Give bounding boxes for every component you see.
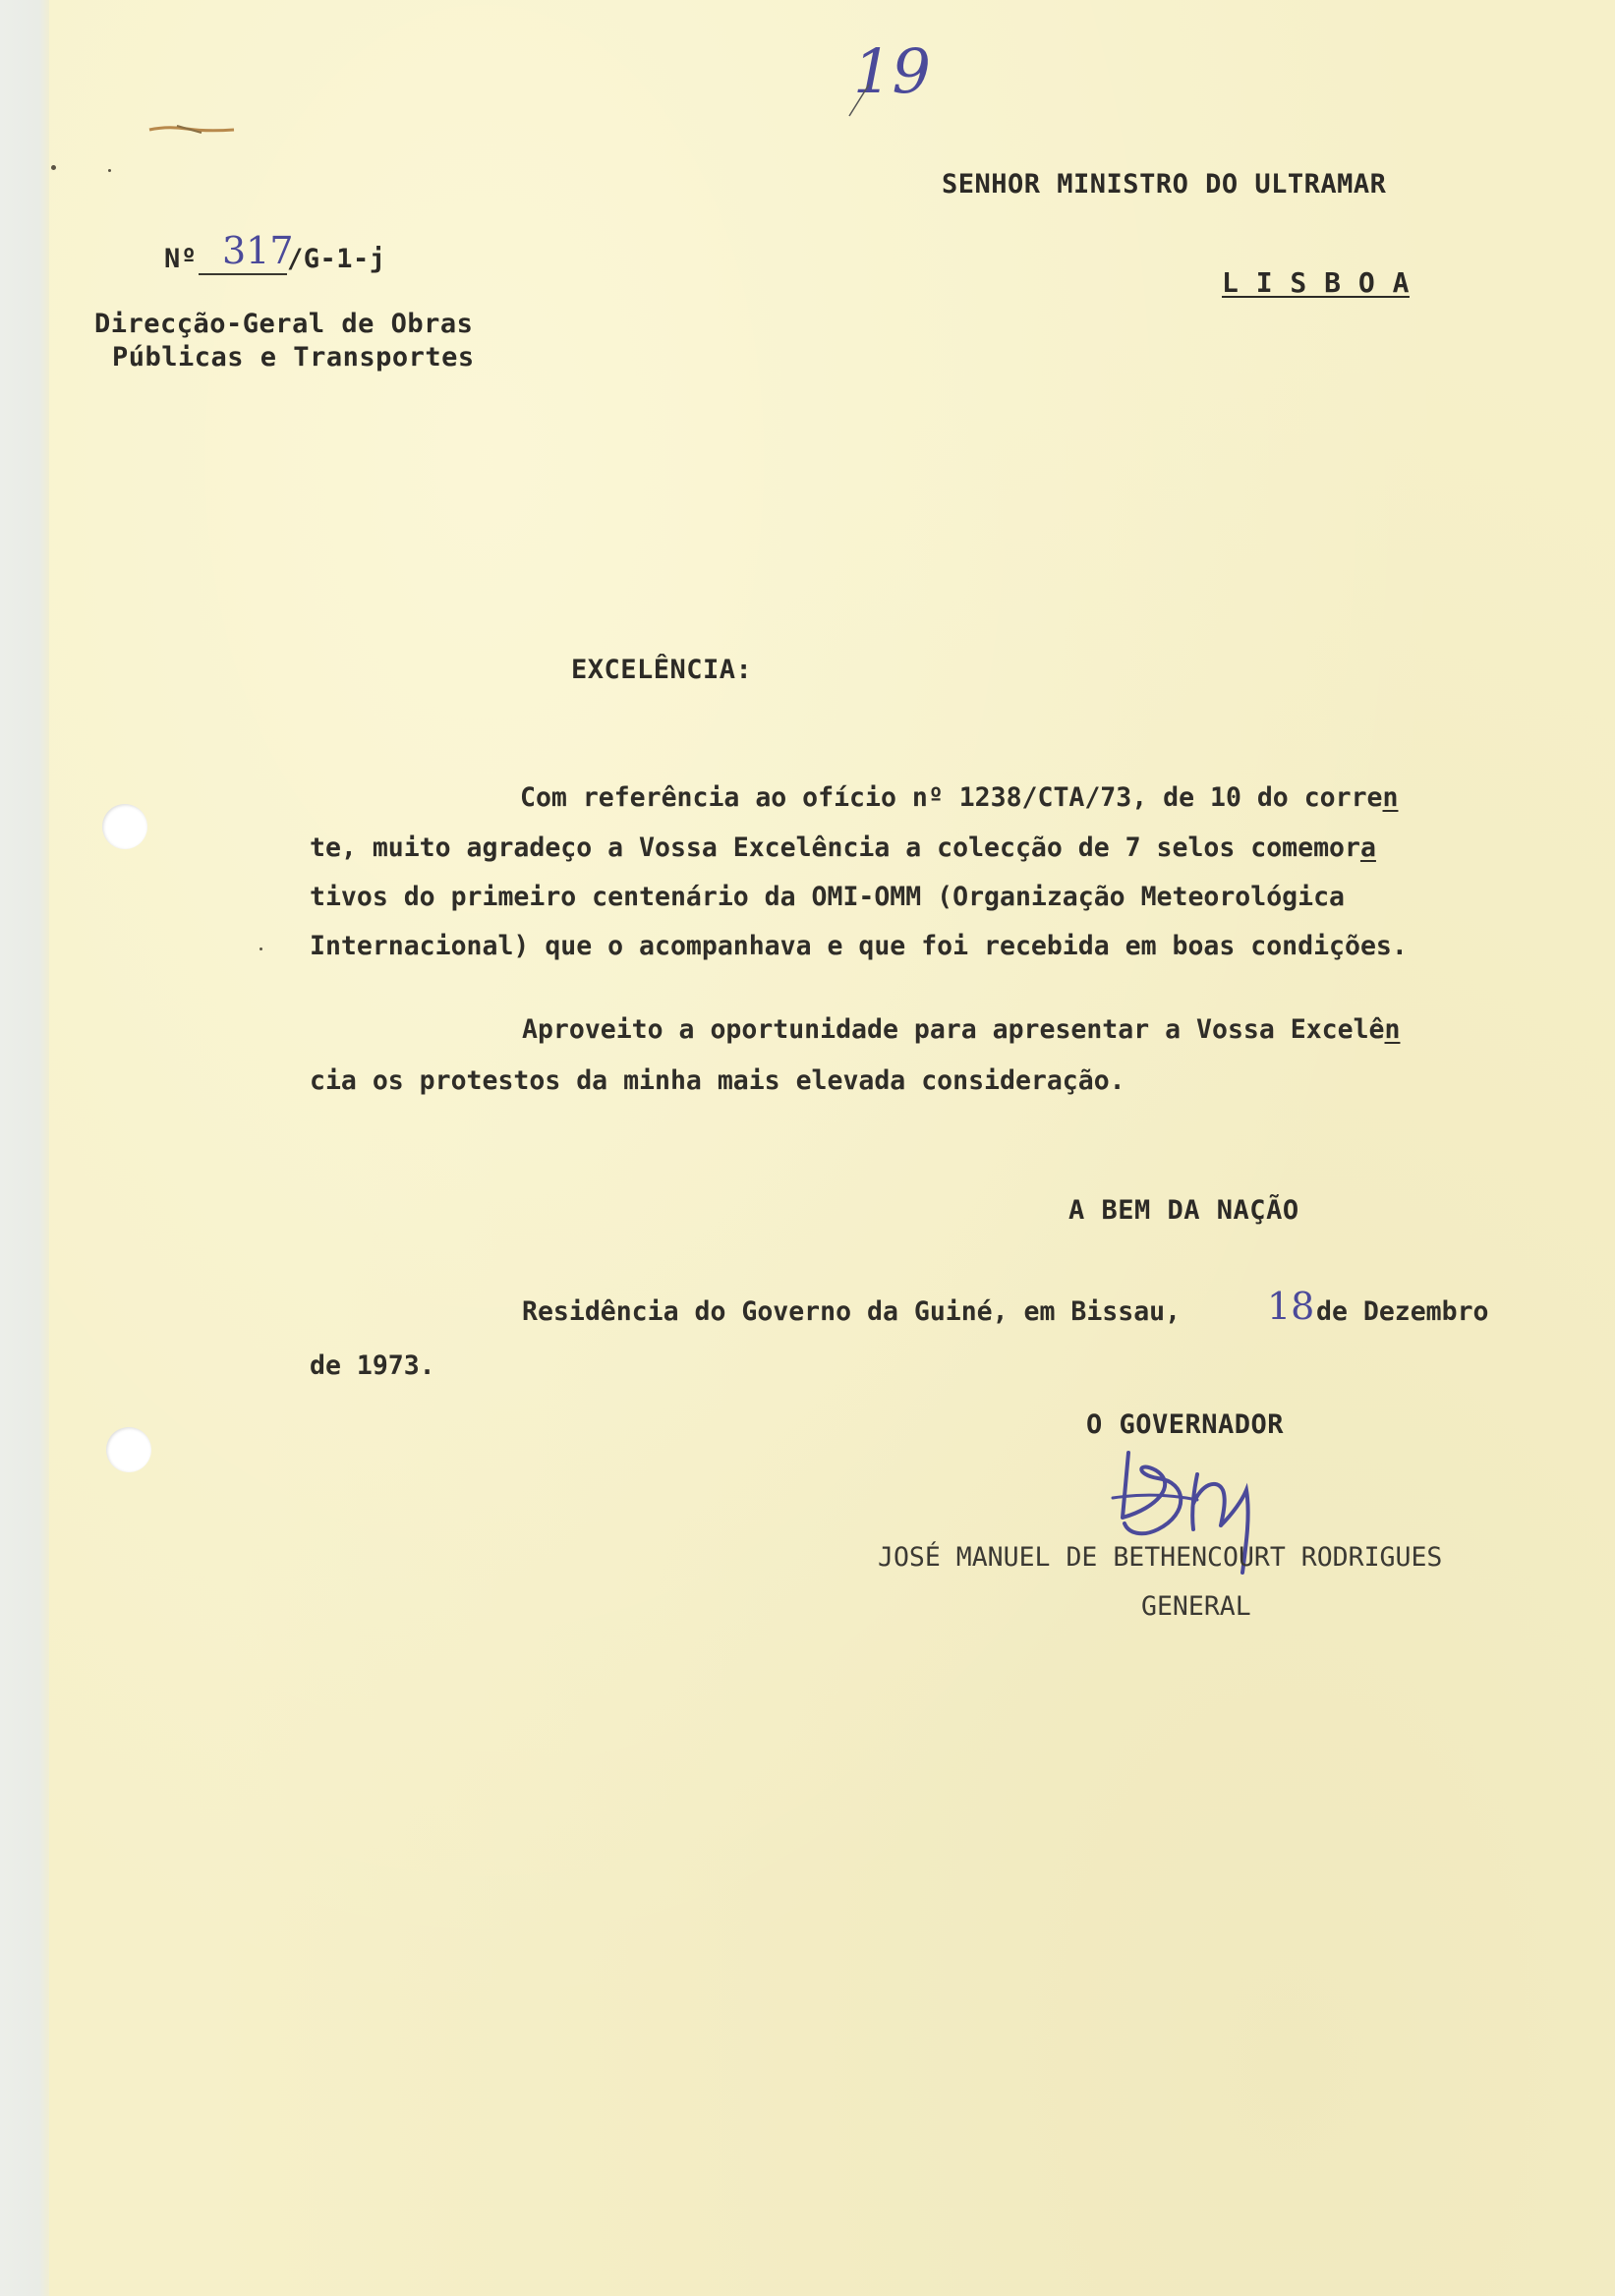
scan-margin [0,0,49,2296]
reference-handwritten-number: 317 [222,229,294,272]
signatory-name: JOSÉ MANUEL DE BETHENCOURT RODRIGUES [878,1542,1443,1573]
signatory-rank: GENERAL [1141,1591,1251,1622]
ink-speck [51,165,56,170]
punch-hole-top [102,804,147,849]
reference-prefix: Nº [164,244,198,274]
ink-speck [108,169,111,172]
text-segment-underlined: n [1384,1014,1401,1045]
text-segment: Aproveito a oportunidade para apresentar a Vossa Excelê [522,1014,1385,1045]
reference-blank-line [199,273,287,275]
reference-suffix: /G-1-j [287,244,386,274]
department-line-2: Públicas e Transportes [112,342,475,373]
paragraph-1-line-2 [310,832,1376,863]
text-segment: te, muito agradeço a Vossa Excelência a colecção de 7 selos comemor [310,832,1360,863]
department-line-1: Direcção-Geral de Obras [94,309,474,339]
paragraph-1-line-3: tivos do primeiro centenário da OMI-OMM (Organização Meteorológica [310,882,1345,912]
text-segment: Residência do Governo da Guiné, em Bissau, [522,1296,1182,1327]
page-number: 19 [853,35,931,107]
text-segment-underlined: a [1359,832,1376,863]
paragraph-1-line-1 [520,782,1399,813]
archive-mark [147,118,236,138]
dateline-month: de Dezembro [1316,1296,1489,1327]
punch-hole-bottom [106,1427,151,1472]
text-segment: Com referência ao ofício nº 1238/CTA/73, de 10 do corre [520,782,1383,813]
paragraph-1-line-4: Internacional) que o acompanhava e que foi recebida em boas condições. [310,931,1408,961]
recipient-line: SENHOR MINISTRO DO ULTRAMAR [942,169,1387,200]
salutation: EXCELÊNCIA: [571,655,753,685]
dateline-line-1 [522,1296,1182,1327]
dateline-handwritten-day: 18 [1267,1285,1315,1328]
ink-speck [260,947,262,950]
closing-motto: A BEM DA NAÇÃO [1068,1195,1299,1226]
signature-title: O GOVERNADOR [1086,1409,1285,1440]
paragraph-2-line-2: cia os protestos da minha mais elevada consideração. [310,1065,1125,1096]
recipient-city: L I S B O A [1222,266,1410,299]
paragraph-2-line-1 [522,1014,1401,1045]
dateline-line-2: de 1973. [310,1350,435,1381]
text-segment-underlined: n [1382,782,1399,813]
page-number-stroke [843,81,873,120]
